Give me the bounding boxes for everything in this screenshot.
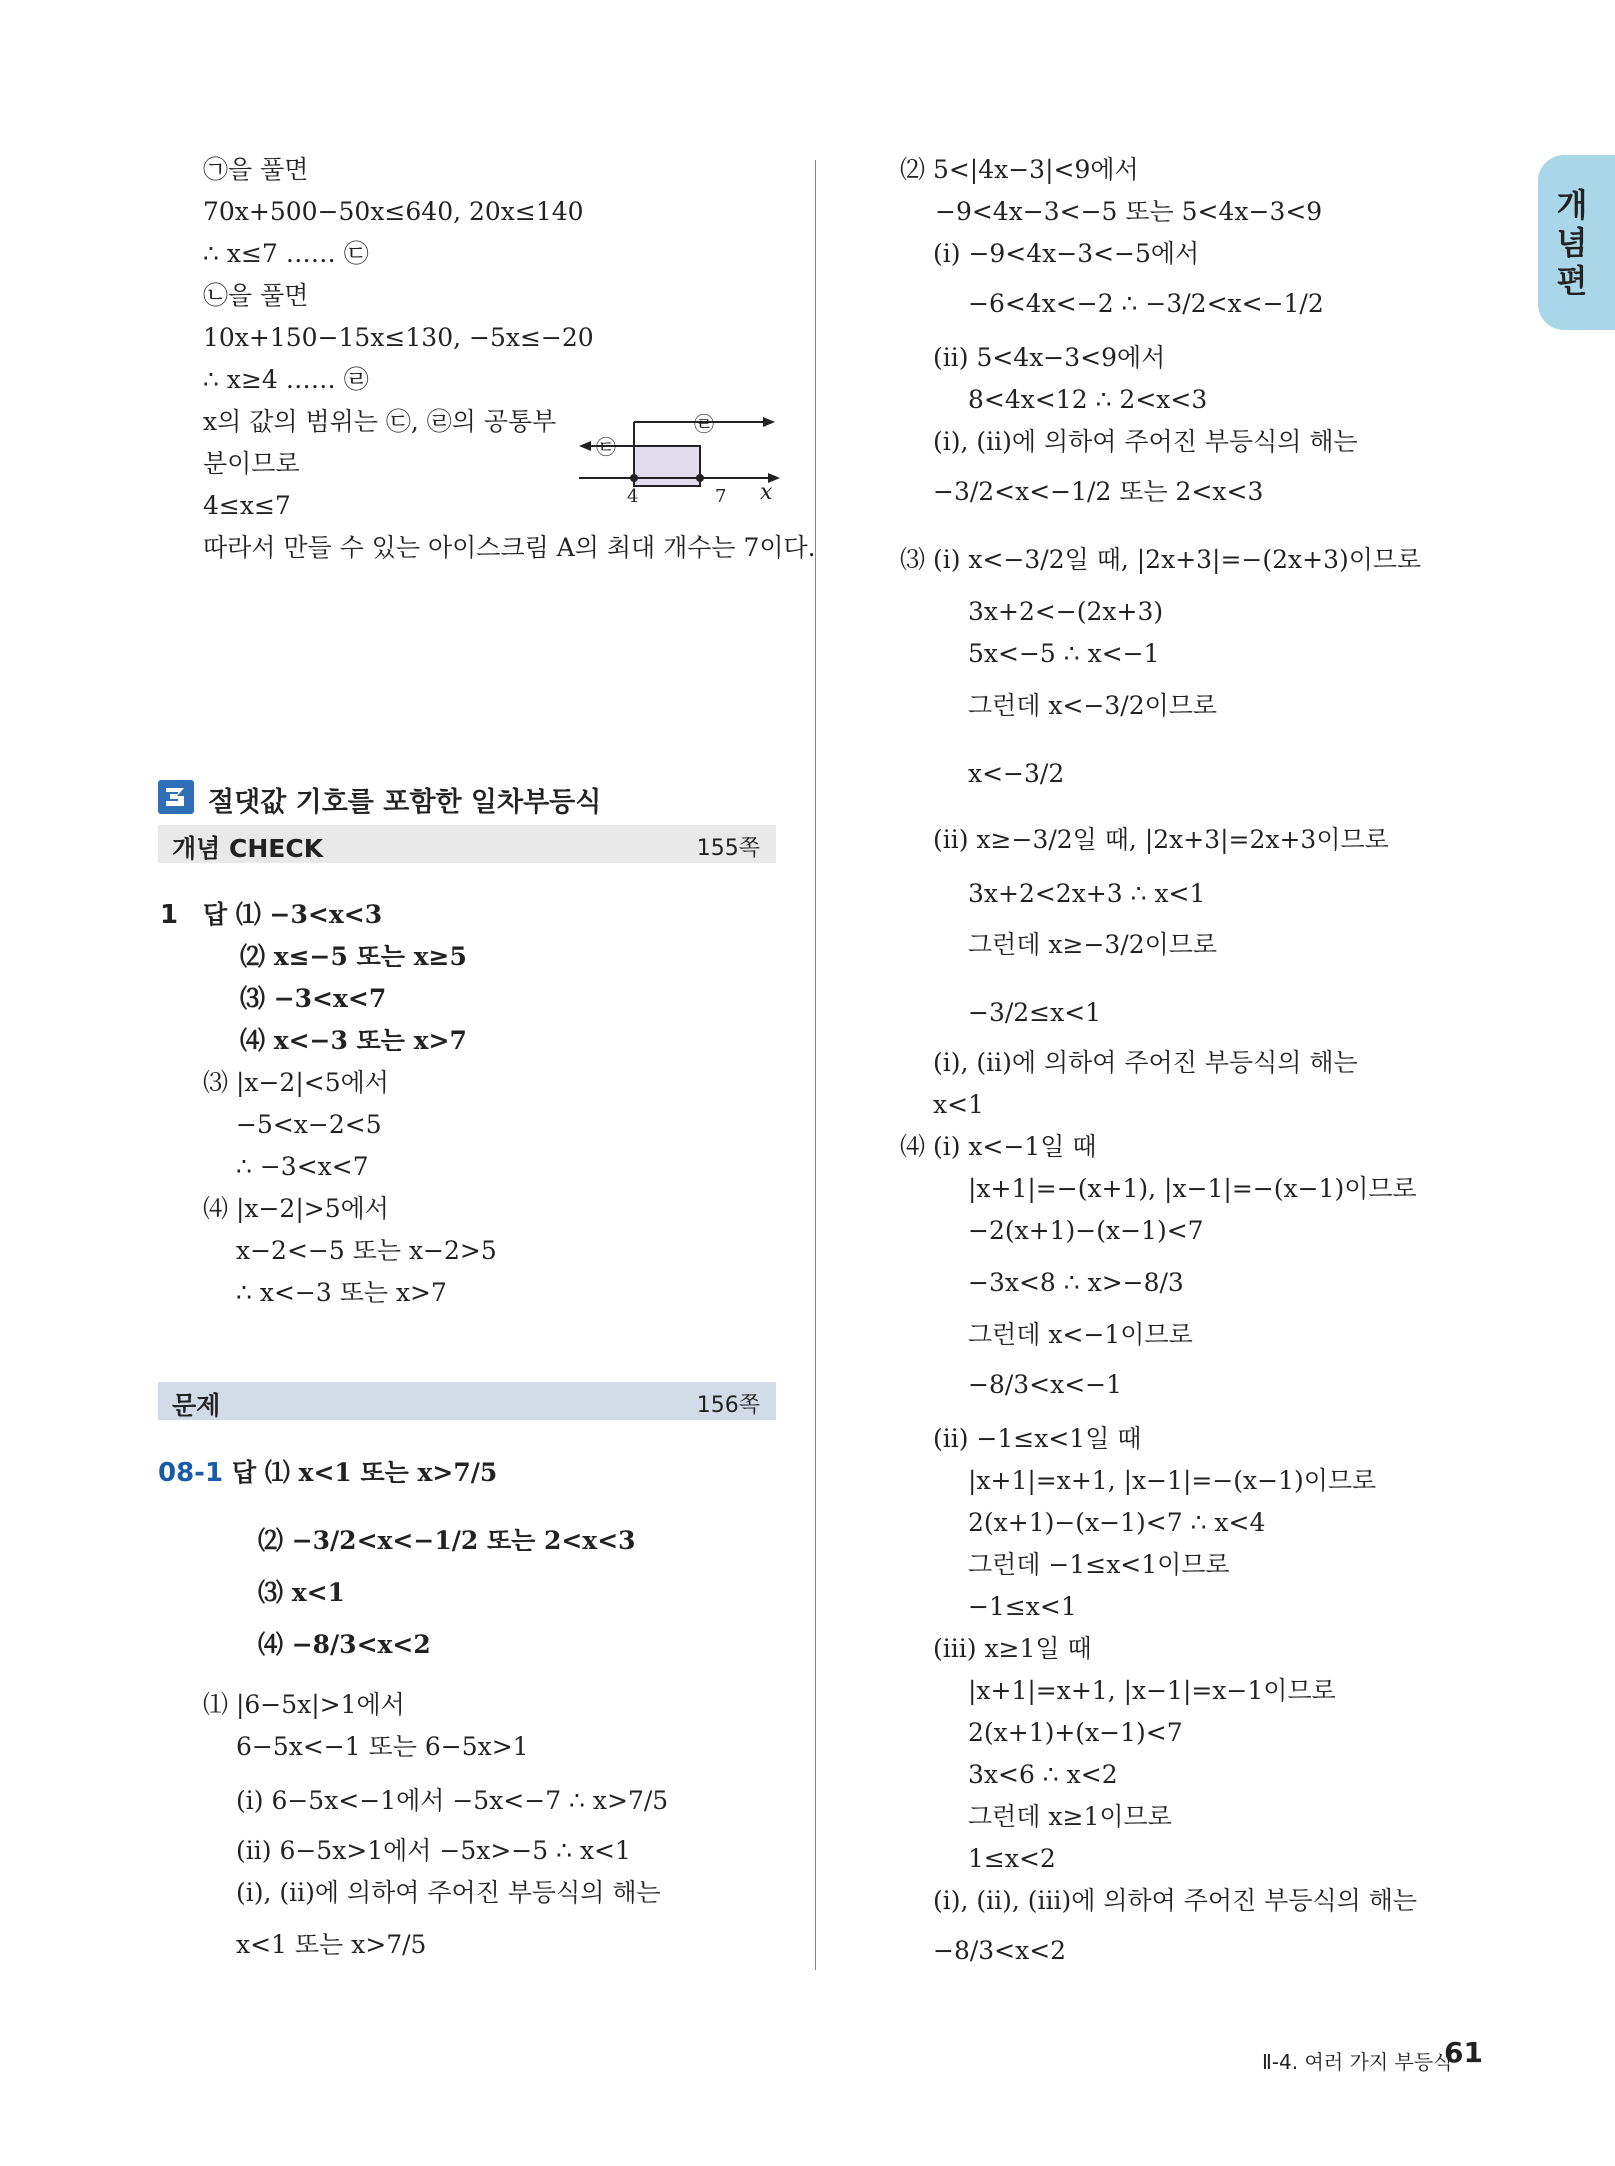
diagram-right-value: 7	[715, 486, 727, 507]
diagram-mark-a: ㉢	[596, 435, 616, 459]
q1-line-9: x−2<−5 또는 x−2>5	[236, 1236, 497, 1265]
right-line-14: (ⅱ) x≥−3/2일 때, |2x+3|=2x+3이므로	[933, 825, 1389, 854]
q1-answer-1: 답 ⑴ −3<x<3	[203, 900, 383, 929]
right-line-36: 1≤x<2	[968, 1844, 1056, 1873]
right-line-28: 2(x+1)−(x−1)<7 ∴ x<4	[968, 1508, 1266, 1537]
right-line-22: −2(x+1)−(x−1)<7	[968, 1216, 1204, 1245]
left-line-7: x의 값의 범위는 ㉢, ㉣의 공통부	[203, 407, 557, 436]
right-line-1: ⑵ 5<|4x−3|<9에서	[900, 155, 1139, 184]
right-line-3: (ⅰ) −9<4x−3<−5에서	[933, 239, 1200, 268]
right-line-23: −3x<8 ∴ x>−8/3	[968, 1268, 1184, 1297]
right-line-17: −3/2≤x<1	[968, 998, 1102, 1027]
right-line-9: ⑶ (ⅰ) x<−3/2일 때, |2x+3|=−(2x+3)이므로	[900, 545, 1422, 574]
right-line-5: (ⅱ) 5<4x−3<9에서	[933, 343, 1166, 372]
right-line-18: (ⅰ), (ⅱ)에 의하여 주어진 부등식의 해는	[933, 1048, 1358, 1077]
right-line-11: 5x<−5 ∴ x<−1	[968, 639, 1160, 668]
q2-answer-2: ⑵ −3/2<x<−1/2 또는 2<x<3	[258, 1526, 636, 1555]
q1-line-8: ⑷ |x−2|>5에서	[203, 1194, 389, 1223]
right-line-35: 그런데 x≥1이므로	[968, 1802, 1172, 1831]
left-line-1: ㉠을 풀면	[203, 155, 309, 184]
right-line-4: −6<4x<−2 ∴ −3/2<x<−1/2	[968, 289, 1324, 318]
q2-line-5: ⑴ |6−5x|>1에서	[203, 1690, 405, 1719]
problem-bar	[158, 1382, 776, 1420]
right-line-21: |x+1|=−(x+1), |x−1|=−(x−1)이므로	[968, 1174, 1417, 1203]
q2-line-9: (ⅰ), (ⅱ)에 의하여 주어진 부등식의 해는	[236, 1878, 661, 1907]
left-line-10: 따라서 만들 수 있는 아이스크림 A의 최대 개수는 7이다.	[203, 533, 816, 562]
right-line-10: 3x+2<−(2x+3)	[968, 597, 1164, 626]
q1-line-6: −5<x−2<5	[236, 1110, 382, 1139]
q2-line-10: x<1 또는 x>7/5	[236, 1930, 427, 1959]
q2-answer-4: ⑷ −8/3<x<2	[258, 1630, 431, 1659]
right-line-25: −8/3<x<−1	[968, 1370, 1123, 1399]
footer-chapter: Ⅱ-4. 여러 가지 부등식	[1262, 2050, 1453, 2074]
page-number: 61	[1444, 2036, 1483, 2069]
problem-page: 156쪽	[696, 1393, 760, 1418]
q1-line-10: ∴ x<−3 또는 x>7	[236, 1278, 447, 1307]
section-number-icon	[158, 780, 194, 814]
right-line-16: 그런데 x≥−3/2이므로	[968, 930, 1218, 959]
left-line-6: ∴ x≥4 …… ㉣	[203, 365, 369, 394]
q1-answer-2: ⑵ x≤−5 또는 x≥5	[240, 942, 467, 971]
right-line-32: |x+1|=x+1, |x−1|=x−1이므로	[968, 1676, 1336, 1705]
concept-check-bar	[158, 825, 776, 863]
concept-check-label: 개념 CHECK	[172, 834, 324, 863]
left-line-5: 10x+150−15x≤130, −5x≤−20	[203, 323, 594, 352]
q1-answer-4: ⑷ x<−3 또는 x>7	[240, 1026, 467, 1055]
left-line-9: 4≤x≤7	[203, 491, 291, 520]
right-line-38: −8/3<x<2	[933, 1936, 1067, 1965]
side-tab-label: 개념편	[1556, 186, 1588, 300]
right-line-13: x<−3/2	[968, 759, 1065, 788]
left-line-3: ∴ x≤7 …… ㉢	[203, 239, 369, 268]
right-line-26: (ⅱ) −1≤x<1일 때	[933, 1424, 1142, 1453]
right-line-7: (ⅰ), (ⅱ)에 의하여 주어진 부등식의 해는	[933, 427, 1358, 456]
right-line-27: |x+1|=x+1, |x−1|=−(x−1)이므로	[968, 1466, 1377, 1495]
diagram-variable: x	[760, 480, 773, 505]
q1-line-5: ⑶ |x−2|<5에서	[203, 1068, 389, 1097]
left-line-4: ㉡을 풀면	[203, 281, 309, 310]
right-line-31: (ⅲ) x≥1일 때	[933, 1634, 1092, 1663]
left-line-2: 70x+500−50x≤640, 20x≤140	[203, 197, 584, 226]
q2-answer-1: 답 ⑴ x<1 또는 x>7/5	[232, 1458, 498, 1487]
column-divider	[815, 160, 816, 1970]
right-line-19: x<1	[933, 1090, 984, 1119]
right-line-2: −9<4x−3<−5 또는 5<4x−3<9	[935, 197, 1323, 226]
q2-line-6: 6−5x<−1 또는 6−5x>1	[236, 1732, 529, 1761]
problem-number-text: 08-1	[158, 1458, 224, 1488]
right-line-24: 그런데 x<−1이므로	[968, 1320, 1193, 1349]
right-line-37: (ⅰ), (ⅱ), (ⅲ)에 의하여 주어진 부등식의 해는	[933, 1886, 1418, 1915]
right-line-12: 그런데 x<−3/2이므로	[968, 691, 1218, 720]
q1-line-7: ∴ −3<x<7	[236, 1152, 369, 1181]
left-line-8: 분이므로	[203, 449, 300, 478]
right-line-15: 3x+2<2x+3 ∴ x<1	[968, 879, 1206, 908]
right-line-30: −1≤x<1	[968, 1592, 1077, 1621]
q2-line-7: (ⅰ) 6−5x<−1에서 −5x<−7 ∴ x>7/5	[236, 1786, 669, 1815]
q1-answer-3: ⑶ −3<x<7	[240, 984, 387, 1013]
problem-number	[158, 1458, 223, 1488]
right-line-29: 그런데 −1≤x<1이므로	[968, 1550, 1230, 1579]
q2-answer-3: ⑶ x<1	[258, 1578, 345, 1607]
problem-label: 문제	[172, 1391, 221, 1420]
right-line-20: ⑷ (ⅰ) x<−1일 때	[900, 1132, 1097, 1161]
right-line-33: 2(x+1)+(x−1)<7	[968, 1718, 1183, 1747]
q2-line-8: (ⅱ) 6−5x>1에서 −5x>−5 ∴ x<1	[236, 1836, 631, 1865]
diagram-mark-b: ㉣	[694, 412, 714, 436]
section-title: 절댓값 기호를 포함한 일차부등식	[208, 787, 602, 818]
right-line-34: 3x<6 ∴ x<2	[968, 1760, 1118, 1789]
question-number: 1	[160, 900, 179, 930]
right-line-6: 8<4x<12 ∴ 2<x<3	[968, 385, 1208, 414]
diagram-left-value: 4	[627, 486, 639, 507]
right-line-8: −3/2<x<−1/2 또는 2<x<3	[933, 477, 1264, 506]
concept-check-page: 155쪽	[696, 836, 760, 861]
